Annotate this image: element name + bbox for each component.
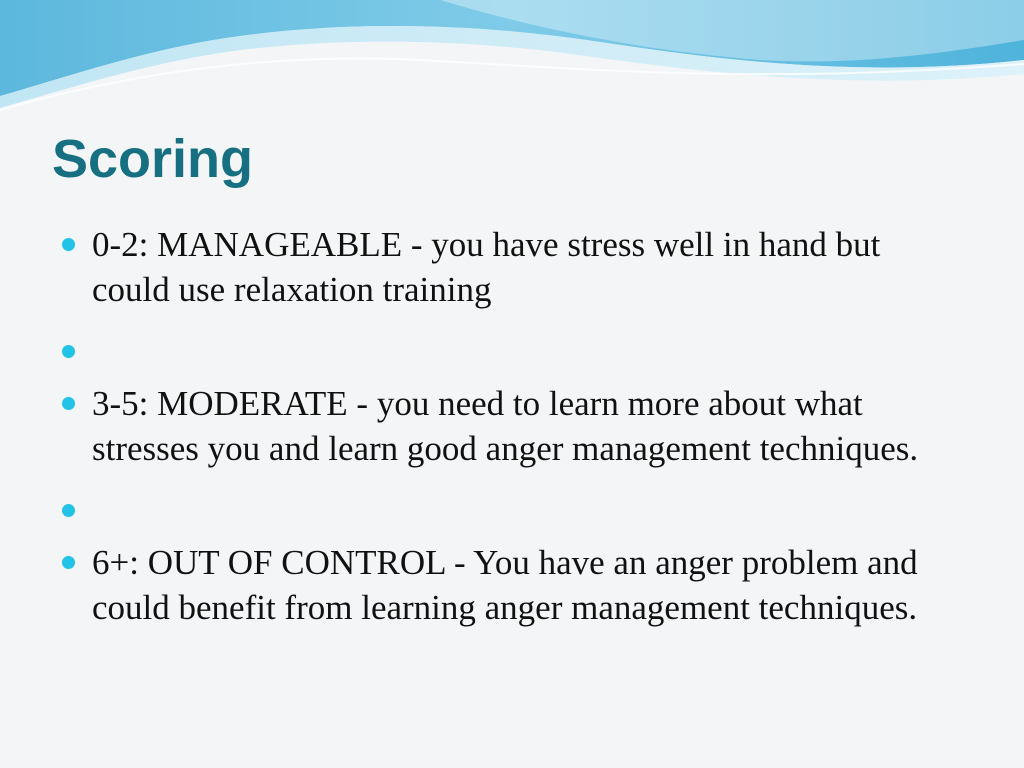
bullet-item-moderate	[62, 381, 962, 471]
bullet-list	[62, 222, 962, 647]
bullet-text: 3-5: MODERATE - you need to learn more about what stresses you and learn good anger management techniques.	[92, 384, 919, 468]
slide-title: Scoring	[52, 129, 254, 189]
bullet-item-empty	[62, 488, 962, 528]
bullet-dot-icon	[62, 397, 75, 410]
bullet-dot-icon	[62, 238, 75, 251]
bullet-dot-icon	[62, 504, 75, 517]
bullet-item-empty	[62, 329, 962, 369]
bullet-item-manageable	[62, 222, 962, 312]
bullet-dot-icon	[62, 345, 75, 358]
header-wave-decoration	[0, 0, 1024, 120]
bullet-text: 6+: OUT OF CONTROL - You have an anger problem and could benefit from learning anger management techniques.	[92, 543, 918, 627]
bullet-item-out-of-control	[62, 540, 962, 630]
bullet-dot-icon	[62, 556, 75, 569]
bullet-text: 0-2: MANAGEABLE - you have stress well in hand but could use relaxation training	[92, 225, 881, 309]
